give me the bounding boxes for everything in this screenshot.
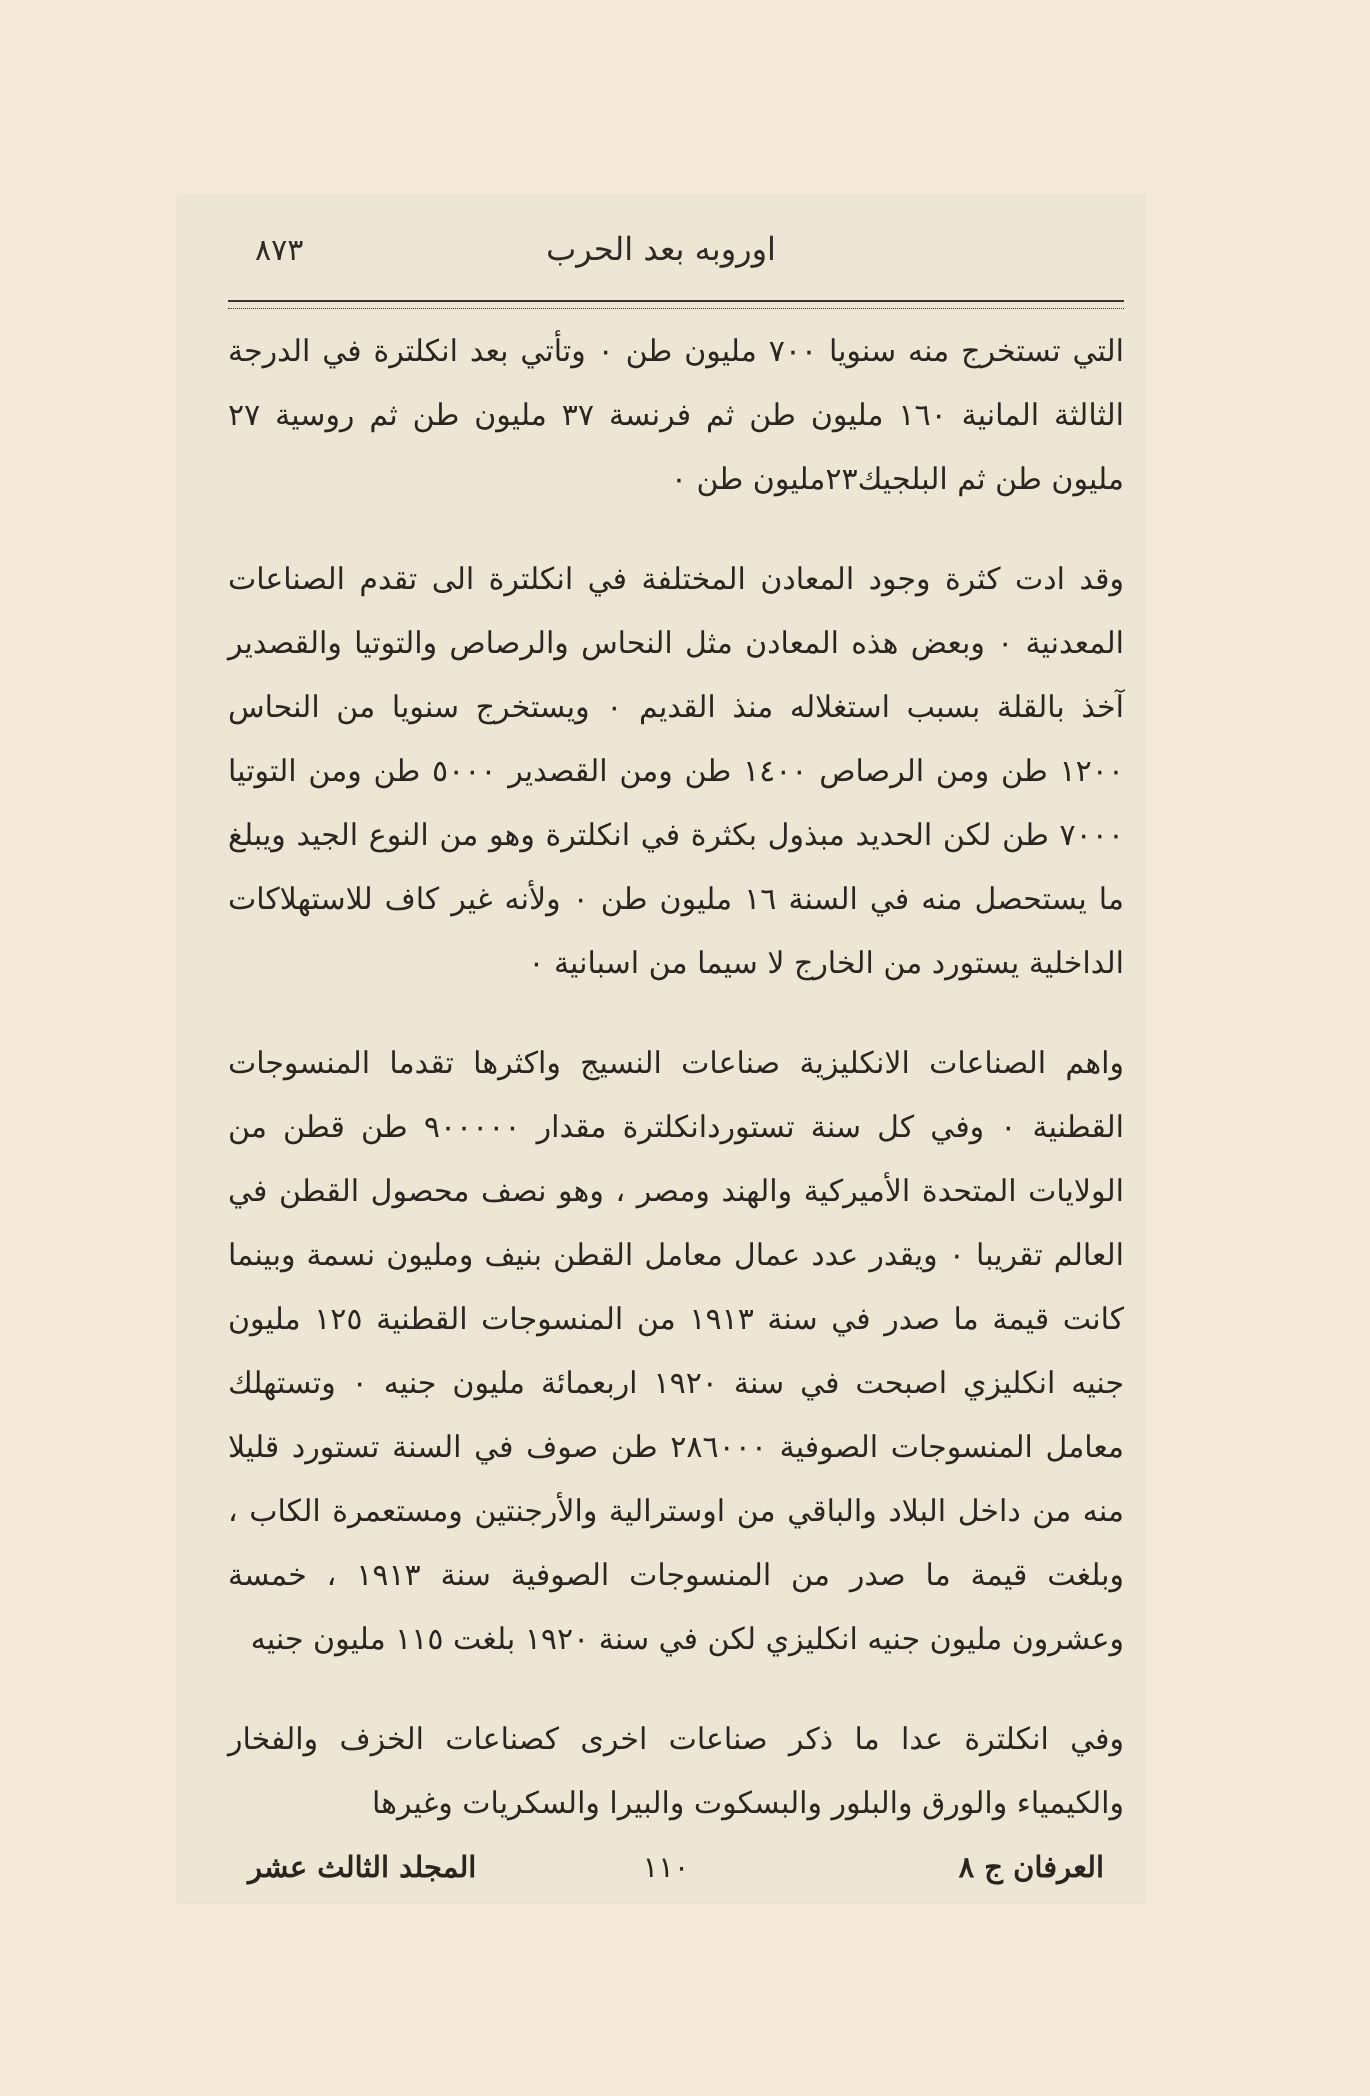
body-text: [228, 320, 1124, 1836]
paragraph-1: التي تستخرج منه سنويا ٧٠٠ مليون طن ٠ وتأتي بعد انكلترة في الدرجة الثالثة المانية ١٦٠ مليون طن ثم فرنسة ٣٧ مليون طن ثم روسية ٢٧ مليون طن ثم البلجيك٢٣مليون طن ٠: [228, 334, 1124, 497]
header-rule: [228, 300, 1124, 309]
page-footer: [228, 1850, 1104, 1890]
paragraph-3: واهم الصناعات الانكليزية صناعات النسيج واكثرها تقدما المنسوجات القطنية ٠ وفي كل سنة تستوردانكلترة مقدار ٩٠٠٠٠٠ طن قطن من الولايات المتحدة الأميركية والهند ومصر ، وهو نصف محصول القطن في العالم تقريبا ٠ ويقدر عدد عمال معامل القطن بنيف ومليون نسمة وبينما كانت قيمة ما صدر في سنة ١٩١٣ من المنسوجات القطنية ١٢٥ مليون جنيه انكليزي اصبحت في سنة ١٩٢٠ اربعمائة مليون جنيه ٠ وتستهلك معامل المنسوجات الصوفية ٢٨٦٠٠٠ طن صوف في السنة تستورد قليلا منه من داخل البلاد والباقي من اوسترالية والأرجنتين ومستعمرة الكاب ، وبلغت قيمة ما صدر من المنسوجات الصوفية سنة ١٩١٣ ، خمسة وعشرون مليون جنيه انكليزي لكن في سنة ١٩٢٠ بلغت ١١٥ مليون جنيه: [228, 1046, 1125, 1657]
footer-sheet-number: ١١٠: [642, 1850, 690, 1884]
footer-volume: المجلد الثالث عشر: [248, 1850, 477, 1884]
paragraph-4: وفي انكلترة عدا ما ذكر صناعات اخرى كصناعات الخزف والفخار والكيمياء والورق والبلور والبسكوت والبيرا والسكريات وغيرها: [228, 1722, 1124, 1821]
footer-journal: العرفان ج ٨: [958, 1850, 1104, 1884]
running-title: اوروبه بعد الحرب: [546, 230, 776, 268]
paragraph-2: وقد ادت كثرة وجود المعادن المختلفة في انكلترة الى تقدم الصناعات المعدنية ٠ وبعض هذه المعادن مثل النحاس والرصاص والتوتيا والقصدير آخذ بالقلة بسبب استغلاله منذ القديم ٠ ويستخرج سنويا من النحاس ١٢٠٠ طن ومن الرصاص ١٤٠٠ طن ومن القصدير ٥٠٠٠ طن ومن التوتيا ٧٠٠٠ طن لكن الحديد مبذول بكثرة في انكلترة وهو من النوع الجيد ويبلغ ما يستحصل منه في السنة ١٦ مليون طن ٠ ولأنه غير كاف للاستهلاكات الداخلية يستورد من الخارج لا سيما من اسبانية ٠: [228, 562, 1124, 981]
page-number: ٨٧٣: [255, 233, 304, 268]
scanned-page: [178, 195, 1144, 1903]
